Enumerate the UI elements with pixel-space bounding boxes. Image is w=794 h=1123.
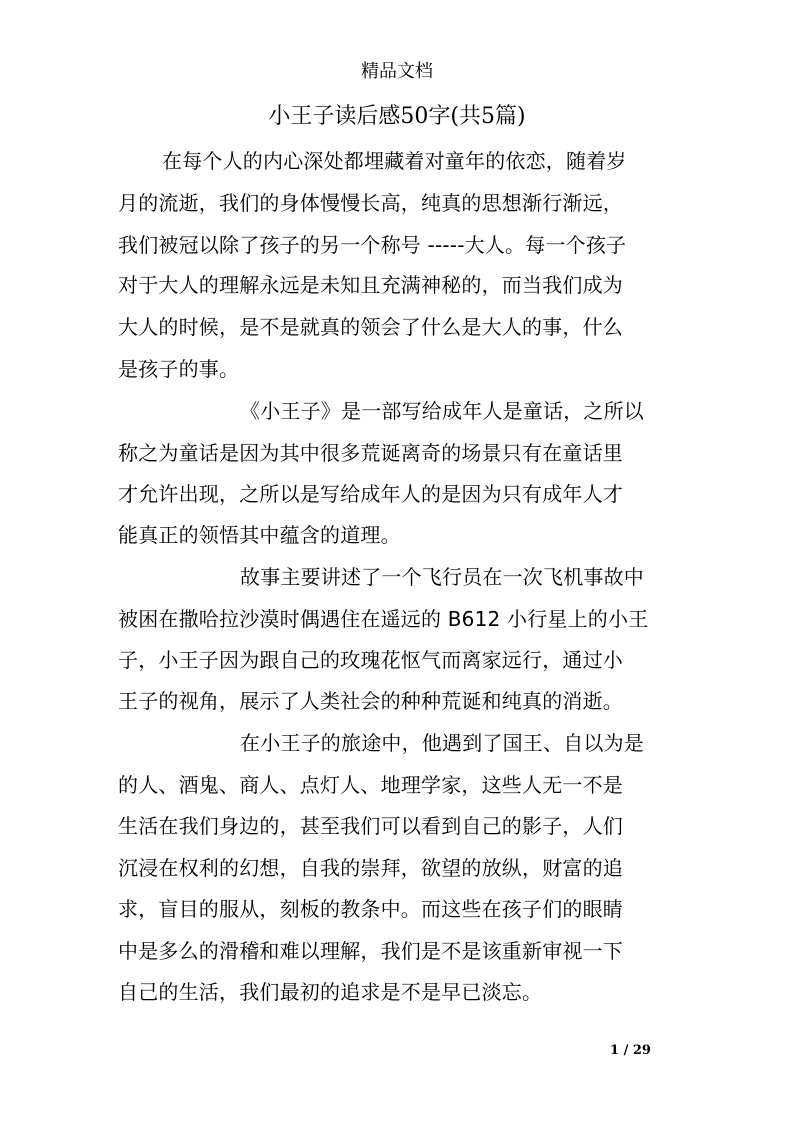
document-title: 小王子读后感50字(共5篇) [268,104,526,129]
paragraph-line: 求，盲目的服从，刻板的教条中。而这些在孩子们的眼睛 [118,897,623,921]
paragraph-line: 中是多么的滑稽和难以理解，我们是不是该重新审视一下 [118,939,623,963]
paragraph-line: 是孩子的事。 [118,357,240,381]
paragraph-line: 故事主要讲述了一个飞行员在一次飞机事故中 [240,565,644,589]
paragraph-line: 被困在撒哈拉沙漠时偶遇住在遥远的 B612 小行星上的小王 [118,607,649,631]
paragraph-line: 《小王子》是一部写给成年人是童话，之所以 [240,399,644,423]
paragraph-line: 在小王子的旅途中，他遇到了国王、自以为是 [240,731,644,755]
paragraph-line: 大人的时候，是不是就真的领会了什么是大人的事，什么 [118,315,623,339]
paragraph-line: 生活在我们身边的，甚至我们可以看到自己的影子，人们 [118,814,623,838]
paragraph-line: 对于大人的理解永远是未知且充满神秘的，而当我们成为 [118,273,623,297]
paragraph-line: 自己的生活，我们最初的追求是不是早已淡忘。 [118,980,543,1004]
paragraph-line: 才允许出现，之所以是写给成年人的是因为只有成年人才 [118,482,623,506]
paragraph-line: 沉浸在权利的幻想，自我的崇拜，欲望的放纵，财富的追 [118,856,623,880]
paragraph-line: 在每个人的内心深处都埋藏着对童年的依恋，随着岁 [162,149,627,173]
paragraph-line: 称之为童话是因为其中很多荒诞离奇的场景只有在童话里 [118,441,623,465]
paragraph-line: 王子的视角，展示了人类社会的种种荒诞和纯真的消逝。 [118,689,623,713]
paragraph-line: 能真正的领悟其中蕴含的道理。 [118,523,401,547]
page-header: 精品文档 [361,61,433,82]
paragraph-line: 的人、酒鬼、商人、点灯人、地理学家，这些人无一不是 [118,773,623,797]
paragraph-line: 子，小王子因为跟自己的玫瑰花怄气而离家远行，通过小 [118,648,623,672]
paragraph-line: 我们被冠以除了孩子的另一个称号 -----大人。每一个孩子 [118,233,627,257]
paragraph-line: 月的流逝，我们的身体慢慢长高，纯真的思想渐行渐远， [118,191,623,215]
page-number: 1 / 29 [610,1043,651,1058]
